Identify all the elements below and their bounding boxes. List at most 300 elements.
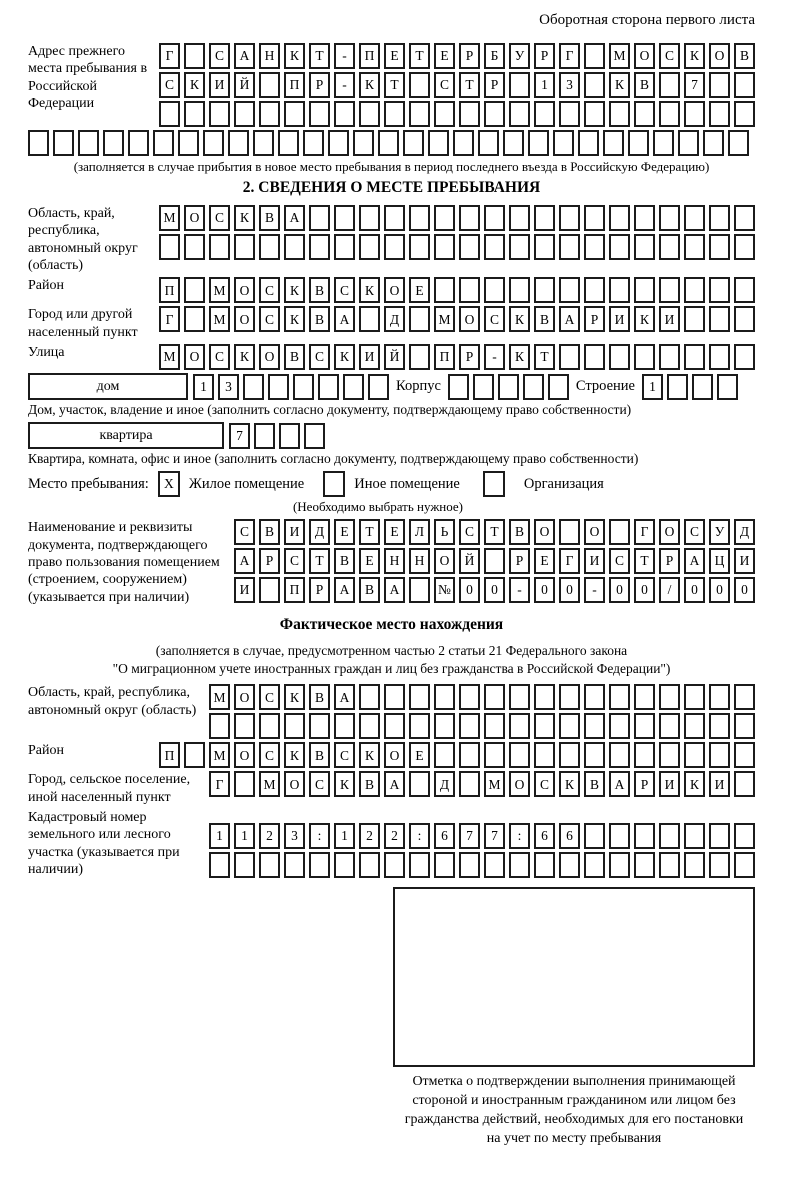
char-box[interactable] (378, 130, 399, 156)
char-box[interactable]: П (159, 742, 180, 768)
char-box[interactable] (234, 713, 255, 739)
char-box[interactable] (484, 742, 505, 768)
char-box[interactable] (503, 130, 524, 156)
prev-address-grid-row-1[interactable] (159, 43, 755, 69)
char-box[interactable]: М (259, 771, 280, 797)
char-box[interactable]: О (184, 205, 205, 231)
char-box[interactable]: А (559, 306, 580, 332)
char-box[interactable] (184, 101, 205, 127)
char-box[interactable] (609, 713, 630, 739)
char-box[interactable] (548, 374, 569, 400)
char-box[interactable]: И (209, 72, 230, 98)
char-box[interactable]: Е (434, 43, 455, 69)
char-box[interactable]: К (684, 771, 705, 797)
char-box[interactable] (434, 713, 455, 739)
char-box[interactable] (409, 713, 430, 739)
char-box[interactable]: Т (534, 344, 555, 370)
char-box[interactable] (609, 742, 630, 768)
char-box[interactable] (153, 130, 174, 156)
char-box[interactable]: П (159, 277, 180, 303)
char-box[interactable]: Т (359, 519, 380, 545)
char-box[interactable]: О (584, 519, 605, 545)
city-grid[interactable] (159, 306, 755, 332)
char-box[interactable]: 1 (234, 823, 255, 849)
char-box[interactable] (609, 344, 630, 370)
char-box[interactable] (684, 684, 705, 710)
checkbox-organization[interactable] (483, 471, 505, 497)
char-box[interactable] (528, 130, 549, 156)
char-box[interactable]: Н (259, 43, 280, 69)
char-box[interactable] (209, 852, 230, 878)
char-box[interactable]: : (409, 823, 430, 849)
char-box[interactable] (709, 205, 730, 231)
char-box[interactable]: О (259, 344, 280, 370)
char-box[interactable] (459, 101, 480, 127)
char-box[interactable]: Д (384, 306, 405, 332)
char-box[interactable]: В (734, 43, 755, 69)
char-box[interactable] (478, 130, 499, 156)
char-box[interactable] (509, 234, 530, 260)
char-box[interactable] (259, 577, 280, 603)
char-box[interactable]: О (709, 43, 730, 69)
char-box[interactable] (434, 101, 455, 127)
char-box[interactable] (434, 684, 455, 710)
char-box[interactable]: Е (409, 742, 430, 768)
char-box[interactable]: Й (384, 344, 405, 370)
char-box[interactable] (709, 306, 730, 332)
char-box[interactable] (559, 344, 580, 370)
char-box[interactable]: И (659, 771, 680, 797)
apartment-number-grid[interactable] (229, 423, 325, 449)
char-box[interactable]: Т (634, 548, 655, 574)
char-box[interactable]: У (509, 43, 530, 69)
char-box[interactable] (534, 101, 555, 127)
char-box[interactable]: 0 (484, 577, 505, 603)
char-box[interactable]: Г (159, 43, 180, 69)
char-box[interactable] (409, 72, 430, 98)
actual-region-grid-row-2[interactable] (209, 713, 755, 739)
char-box[interactable]: А (334, 577, 355, 603)
char-box[interactable]: Е (409, 277, 430, 303)
char-box[interactable] (184, 43, 205, 69)
char-box[interactable] (634, 344, 655, 370)
char-box[interactable] (498, 374, 519, 400)
char-box[interactable] (734, 72, 755, 98)
char-box[interactable]: Н (384, 548, 405, 574)
char-box[interactable] (384, 713, 405, 739)
char-box[interactable]: 0 (459, 577, 480, 603)
char-box[interactable]: У (709, 519, 730, 545)
char-box[interactable]: К (284, 684, 305, 710)
char-box[interactable] (584, 823, 605, 849)
char-box[interactable] (259, 234, 280, 260)
char-box[interactable]: С (459, 519, 480, 545)
char-box[interactable]: Р (309, 72, 330, 98)
char-box[interactable]: В (359, 771, 380, 797)
document-grid-row-1[interactable] (234, 519, 755, 545)
char-box[interactable] (334, 101, 355, 127)
char-box[interactable] (659, 277, 680, 303)
char-box[interactable] (78, 130, 99, 156)
char-box[interactable]: К (359, 277, 380, 303)
char-box[interactable]: В (309, 742, 330, 768)
char-box[interactable] (368, 374, 389, 400)
char-box[interactable]: 6 (559, 823, 580, 849)
char-box[interactable] (534, 277, 555, 303)
char-box[interactable]: П (284, 72, 305, 98)
char-box[interactable] (709, 823, 730, 849)
char-box[interactable]: : (509, 823, 530, 849)
char-box[interactable]: 6 (534, 823, 555, 849)
char-box[interactable]: К (634, 306, 655, 332)
char-box[interactable] (473, 374, 494, 400)
char-box[interactable] (578, 130, 599, 156)
char-box[interactable] (53, 130, 74, 156)
char-box[interactable] (334, 713, 355, 739)
char-box[interactable]: Л (409, 519, 430, 545)
char-box[interactable] (559, 742, 580, 768)
char-box[interactable] (584, 852, 605, 878)
char-box[interactable] (459, 713, 480, 739)
region-grid-row-1[interactable] (159, 205, 755, 231)
char-box[interactable]: А (284, 205, 305, 231)
char-box[interactable]: В (309, 684, 330, 710)
char-box[interactable] (609, 205, 630, 231)
char-box[interactable] (734, 713, 755, 739)
char-box[interactable] (448, 374, 469, 400)
char-box[interactable] (734, 852, 755, 878)
char-box[interactable] (734, 771, 755, 797)
char-box[interactable]: 0 (684, 577, 705, 603)
char-box[interactable]: С (334, 742, 355, 768)
char-box[interactable]: В (634, 72, 655, 98)
char-box[interactable]: - (484, 344, 505, 370)
char-box[interactable]: О (284, 771, 305, 797)
char-box[interactable]: Т (309, 43, 330, 69)
char-box[interactable]: 1 (193, 374, 214, 400)
char-box[interactable] (634, 823, 655, 849)
char-box[interactable] (584, 234, 605, 260)
char-box[interactable] (234, 771, 255, 797)
char-box[interactable]: Г (559, 43, 580, 69)
char-box[interactable]: А (609, 771, 630, 797)
char-box[interactable] (234, 852, 255, 878)
char-box[interactable] (509, 101, 530, 127)
char-box[interactable] (692, 374, 713, 400)
char-box[interactable] (184, 742, 205, 768)
cadastre-grid-row-2[interactable] (209, 852, 755, 878)
char-box[interactable] (584, 742, 605, 768)
char-box[interactable]: Е (334, 519, 355, 545)
char-box[interactable]: М (484, 771, 505, 797)
char-box[interactable] (259, 852, 280, 878)
char-box[interactable] (659, 684, 680, 710)
char-box[interactable] (228, 130, 249, 156)
char-box[interactable] (684, 306, 705, 332)
char-box[interactable] (559, 234, 580, 260)
char-box[interactable] (659, 72, 680, 98)
char-box[interactable] (359, 713, 380, 739)
char-box[interactable] (653, 130, 674, 156)
char-box[interactable] (334, 852, 355, 878)
char-box[interactable]: В (334, 548, 355, 574)
char-box[interactable] (284, 234, 305, 260)
char-box[interactable] (259, 101, 280, 127)
char-box[interactable]: С (334, 277, 355, 303)
char-box[interactable]: 0 (534, 577, 555, 603)
char-box[interactable] (734, 684, 755, 710)
char-box[interactable] (684, 713, 705, 739)
char-box[interactable] (453, 130, 474, 156)
char-box[interactable] (309, 713, 330, 739)
char-box[interactable] (709, 684, 730, 710)
char-box[interactable]: О (459, 306, 480, 332)
char-box[interactable] (328, 130, 349, 156)
char-box[interactable]: В (259, 205, 280, 231)
char-box[interactable]: Р (309, 577, 330, 603)
char-box[interactable] (284, 713, 305, 739)
char-box[interactable] (709, 713, 730, 739)
char-box[interactable]: Г (159, 306, 180, 332)
char-box[interactable] (484, 101, 505, 127)
char-box[interactable]: № (434, 577, 455, 603)
char-box[interactable] (409, 577, 430, 603)
char-box[interactable]: Е (384, 519, 405, 545)
char-box[interactable] (334, 205, 355, 231)
char-box[interactable]: О (234, 277, 255, 303)
char-box[interactable] (734, 277, 755, 303)
char-box[interactable] (634, 713, 655, 739)
char-box[interactable]: Т (384, 72, 405, 98)
korpus-grid[interactable] (448, 374, 569, 400)
char-box[interactable]: О (234, 684, 255, 710)
char-box[interactable]: 7 (229, 423, 250, 449)
char-box[interactable] (703, 130, 724, 156)
char-box[interactable]: И (234, 577, 255, 603)
char-box[interactable] (628, 130, 649, 156)
char-box[interactable]: 0 (734, 577, 755, 603)
char-box[interactable] (534, 684, 555, 710)
char-box[interactable]: К (509, 306, 530, 332)
char-box[interactable]: П (359, 43, 380, 69)
char-box[interactable]: В (309, 277, 330, 303)
char-box[interactable]: М (209, 306, 230, 332)
char-box[interactable]: С (259, 306, 280, 332)
char-box[interactable]: И (359, 344, 380, 370)
char-box[interactable] (434, 742, 455, 768)
char-box[interactable]: С (259, 277, 280, 303)
char-box[interactable]: Е (534, 548, 555, 574)
street-grid[interactable] (159, 344, 755, 370)
char-box[interactable]: И (659, 306, 680, 332)
char-box[interactable]: М (209, 277, 230, 303)
char-box[interactable] (734, 823, 755, 849)
char-box[interactable] (484, 548, 505, 574)
char-box[interactable] (709, 277, 730, 303)
char-box[interactable] (553, 130, 574, 156)
char-box[interactable]: Р (484, 72, 505, 98)
char-box[interactable] (609, 101, 630, 127)
char-box[interactable]: 1 (334, 823, 355, 849)
char-box[interactable] (659, 344, 680, 370)
char-box[interactable]: М (159, 344, 180, 370)
char-box[interactable]: И (709, 771, 730, 797)
char-box[interactable]: С (659, 43, 680, 69)
char-box[interactable] (459, 684, 480, 710)
char-box[interactable] (684, 205, 705, 231)
char-box[interactable] (584, 684, 605, 710)
actual-region-grid-row-1[interactable] (209, 684, 755, 710)
char-box[interactable] (534, 205, 555, 231)
char-box[interactable]: К (609, 72, 630, 98)
char-box[interactable]: М (609, 43, 630, 69)
char-box[interactable]: И (609, 306, 630, 332)
char-box[interactable] (128, 130, 149, 156)
char-box[interactable] (634, 742, 655, 768)
char-box[interactable] (534, 852, 555, 878)
char-box[interactable] (659, 852, 680, 878)
char-box[interactable] (359, 205, 380, 231)
char-box[interactable] (484, 205, 505, 231)
char-box[interactable]: С (609, 548, 630, 574)
char-box[interactable]: К (559, 771, 580, 797)
char-box[interactable] (684, 823, 705, 849)
char-box[interactable] (603, 130, 624, 156)
char-box[interactable] (534, 234, 555, 260)
actual-city-grid[interactable] (209, 771, 755, 797)
char-box[interactable]: Т (409, 43, 430, 69)
char-box[interactable] (243, 374, 264, 400)
char-box[interactable]: Т (484, 519, 505, 545)
char-box[interactable] (434, 277, 455, 303)
char-box[interactable] (728, 130, 749, 156)
char-box[interactable]: 6 (434, 823, 455, 849)
char-box[interactable]: В (534, 306, 555, 332)
char-box[interactable] (234, 234, 255, 260)
char-box[interactable]: С (209, 205, 230, 231)
char-box[interactable]: С (234, 519, 255, 545)
char-box[interactable] (309, 234, 330, 260)
char-box[interactable] (409, 852, 430, 878)
char-box[interactable] (584, 205, 605, 231)
char-box[interactable] (293, 374, 314, 400)
char-box[interactable]: 0 (609, 577, 630, 603)
char-box[interactable]: С (209, 43, 230, 69)
char-box[interactable] (609, 852, 630, 878)
char-box[interactable] (459, 771, 480, 797)
char-box[interactable] (284, 852, 305, 878)
char-box[interactable]: К (234, 205, 255, 231)
char-box[interactable]: С (309, 771, 330, 797)
char-box[interactable] (359, 306, 380, 332)
char-box[interactable] (318, 374, 339, 400)
char-box[interactable]: О (234, 306, 255, 332)
char-box[interactable] (734, 742, 755, 768)
char-box[interactable] (584, 43, 605, 69)
char-box[interactable]: 2 (259, 823, 280, 849)
char-box[interactable] (523, 374, 544, 400)
char-box[interactable] (484, 684, 505, 710)
char-box[interactable]: С (434, 72, 455, 98)
char-box[interactable] (484, 234, 505, 260)
char-box[interactable] (609, 823, 630, 849)
char-box[interactable] (534, 742, 555, 768)
char-box[interactable] (384, 101, 405, 127)
char-box[interactable] (259, 72, 280, 98)
char-box[interactable]: Ь (434, 519, 455, 545)
char-box[interactable]: 1 (534, 72, 555, 98)
char-box[interactable]: О (384, 277, 405, 303)
char-box[interactable] (509, 72, 530, 98)
char-box[interactable]: - (584, 577, 605, 603)
char-box[interactable] (234, 101, 255, 127)
char-box[interactable] (384, 684, 405, 710)
char-box[interactable]: О (234, 742, 255, 768)
char-box[interactable] (509, 205, 530, 231)
char-box[interactable] (409, 684, 430, 710)
char-box[interactable] (584, 101, 605, 127)
char-box[interactable] (659, 742, 680, 768)
char-box[interactable]: Й (459, 548, 480, 574)
checkbox-other-premises[interactable] (323, 471, 345, 497)
char-box[interactable] (709, 72, 730, 98)
char-box[interactable] (209, 101, 230, 127)
char-box[interactable] (359, 234, 380, 260)
char-box[interactable]: Ц (709, 548, 730, 574)
char-box[interactable]: 3 (559, 72, 580, 98)
char-box[interactable]: К (509, 344, 530, 370)
char-box[interactable] (734, 101, 755, 127)
char-box[interactable]: : (309, 823, 330, 849)
char-box[interactable] (634, 852, 655, 878)
char-box[interactable] (304, 423, 325, 449)
char-box[interactable]: В (509, 519, 530, 545)
char-box[interactable] (609, 234, 630, 260)
char-box[interactable]: Т (309, 548, 330, 574)
char-box[interactable] (409, 234, 430, 260)
char-box[interactable] (709, 742, 730, 768)
char-box[interactable]: 1 (642, 374, 663, 400)
char-box[interactable]: Д (734, 519, 755, 545)
char-box[interactable]: 7 (684, 72, 705, 98)
char-box[interactable]: О (384, 742, 405, 768)
district-grid[interactable] (159, 277, 755, 303)
char-box[interactable]: А (384, 771, 405, 797)
char-box[interactable]: 7 (484, 823, 505, 849)
char-box[interactable]: О (434, 548, 455, 574)
char-box[interactable]: Р (584, 306, 605, 332)
char-box[interactable]: С (484, 306, 505, 332)
char-box[interactable] (559, 713, 580, 739)
char-box[interactable] (28, 130, 49, 156)
char-box[interactable] (678, 130, 699, 156)
char-box[interactable] (684, 234, 705, 260)
char-box[interactable]: - (334, 72, 355, 98)
char-box[interactable] (384, 205, 405, 231)
char-box[interactable] (684, 742, 705, 768)
char-box[interactable] (559, 277, 580, 303)
char-box[interactable]: С (309, 344, 330, 370)
char-box[interactable] (253, 130, 274, 156)
char-box[interactable] (309, 101, 330, 127)
char-box[interactable] (709, 234, 730, 260)
char-box[interactable] (409, 344, 430, 370)
char-box[interactable] (459, 234, 480, 260)
char-box[interactable]: К (359, 742, 380, 768)
char-box[interactable]: Н (409, 548, 430, 574)
document-grid-row-2[interactable] (234, 548, 755, 574)
char-box[interactable] (509, 713, 530, 739)
